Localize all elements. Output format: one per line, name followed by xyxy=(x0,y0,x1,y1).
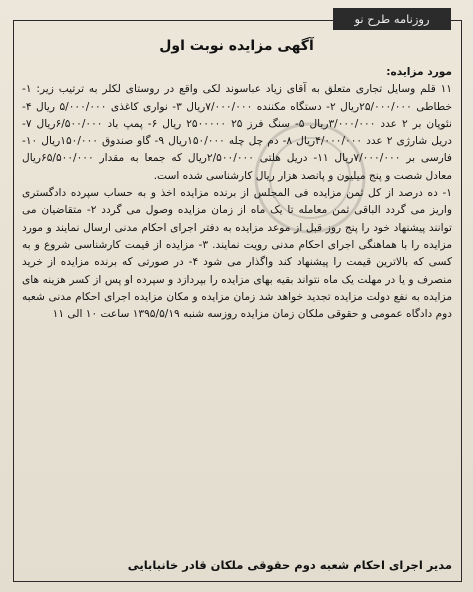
subject-label: مورد مزایده: xyxy=(386,66,452,78)
auction-conditions-paragraph: ۱- ده درصد از کل ثمن مزایده فی المجلس از برنده مزایده اخذ و به حساب سپرده دادگستری واریز می گردد الباقی ثمن معامله تا یک ماه از زمان مزایده وصول می گردد ۲- متقاضیان می توانند پیشنهاد خود را پنج روز قبل از موعد مزایده به دفتر اجرای احکام مدنی ارسال نمایند و مورد مزایده را با هماهنگی اجرای احکام مدنی رویت نمایند. ۳- مزایده از قیمت کارشناسی شروع و به کسی که بالاترین قیمت را پیشنهاد کند واگذار می شود ۴- در صورتی که برنده مزایده از خرید منصرف و یا در مهلت یک ماه نتواند بقیه بهای مزایده را بپردازد و سپرده او پس از کسر هزینه های مزایده به نفع دولت مزایده تجدید خواهد شد زمان مزایده و مکان مزایده اجرای احکام مدنی شعبه دوم دادگاه عمومی و حقوقی ملکان زمان مزایده روزسه شنبه ۱۳۹۵/۵/۱۹ ساعت ۱۰ الی ۱۱ xyxy=(22,187,453,321)
auction-items-paragraph: ۱۱ قلم وسایل تجاری متعلق به آقای زیاد عباسوند لکی واقع در روستای لکلر به ترتیب زیر: ۱- خطاطی ۲۵/۰۰۰/۰۰۰ریال ۲- دستگاه مکننده ۷/۰۰۰/۰۰۰ریال ۳- نواری کاغذی ۵/۰۰۰/۰۰۰ ریال ۴- نئوپان بر ۲ عدد ۳/۰۰۰/۰۰۰ریال ۵- سنگ فرز ۲۵ ۲۵۰۰۰۰۰ ریال ۶- پمپ باد ۶/۵۰۰/۰۰۰ریال ۷- دریل شارژی ۲ عدد ۴/۰۰۰/۰۰۰ریال ۸- دم چل چله ۱۵۰/۰۰۰ریال ۹- گاو صندوق ۱۵۰/۰۰۰ریال ۱۰- فارسی بر ۷/۰۰۰/۰۰۰ریال ۱۱- دریل هلتی ۲/۵۰۰/۰۰۰ریال که جمعا به مقدار ۶۵/۵۰۰/۰۰۰ریال معادل شصت و پنج میلیون و پانصد هزار ریال کارشناسی شده است. xyxy=(22,83,453,182)
signature-line: مدیر اجرای احکام شعبه دوم حقوقی ملکان قادر خانبابایی xyxy=(127,558,452,572)
ad-title: آگهی مزایده نوبت اول xyxy=(159,38,314,54)
ad-body xyxy=(22,64,452,323)
newspaper-name-tag: روزنامه طرح نو xyxy=(333,8,451,30)
